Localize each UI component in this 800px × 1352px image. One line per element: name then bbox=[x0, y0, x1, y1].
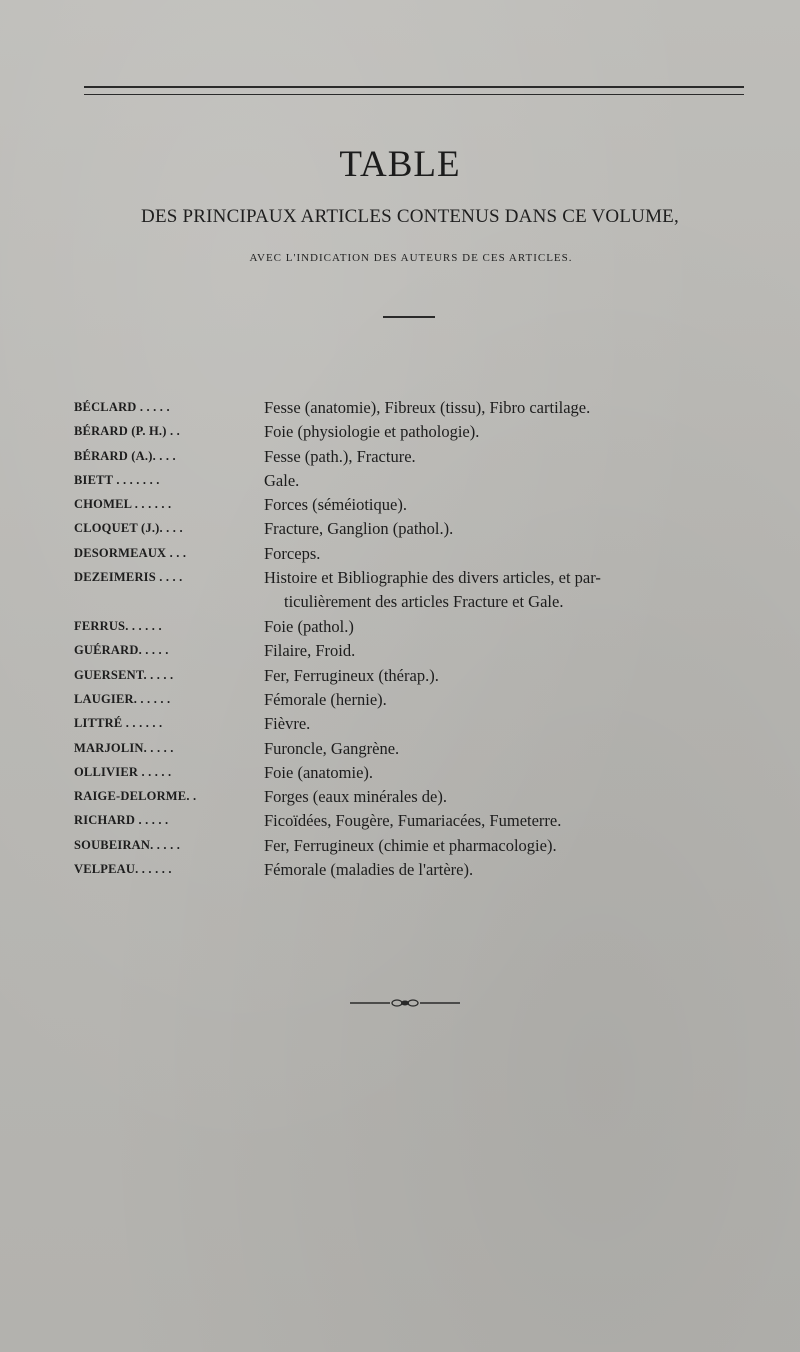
article-list-text: Foie (physiologie et pathologie). bbox=[264, 422, 480, 442]
author-name: GUERSENT. . . . . bbox=[74, 667, 174, 682]
article-list-text-continued: ticulièrement des articles Fracture et Gale. bbox=[284, 592, 564, 612]
author-name: LAUGIER. . . . . . bbox=[74, 691, 171, 706]
list-item bbox=[74, 447, 764, 471]
article-list-text: Fémorale (hernie). bbox=[264, 689, 387, 709]
list-item bbox=[74, 495, 764, 519]
author-name: BÉRARD (P. H.) . . bbox=[74, 424, 180, 439]
author-name: CLOQUET (J.). . . . bbox=[74, 521, 183, 536]
author-name: SOUBEIRAN. . . . . bbox=[74, 837, 181, 852]
list-item bbox=[74, 617, 764, 641]
list-item bbox=[74, 739, 764, 763]
author-name: LITTRÉ . . . . . . bbox=[74, 716, 163, 731]
author-name: BÉCLARD . . . . . bbox=[74, 400, 170, 414]
list-item bbox=[74, 544, 764, 568]
article-list-text: Fièvre. bbox=[264, 714, 311, 734]
list-item bbox=[74, 641, 764, 665]
page-subtitle: DES PRINCIPAUX ARTICLES CONTENUS DANS CE VOLUME, bbox=[141, 206, 679, 227]
article-list-text: Filaire, Froid. bbox=[264, 641, 356, 661]
list-item bbox=[74, 422, 764, 446]
page-title: TABLE bbox=[339, 144, 461, 185]
article-list-text: Fesse (path.), Fracture. bbox=[264, 446, 416, 466]
author-name: VELPEAU. . . . . . bbox=[74, 862, 172, 877]
article-list-text: Forceps. bbox=[264, 543, 321, 563]
author-name: DEZEIMERIS . . . . bbox=[74, 570, 183, 585]
list-item bbox=[74, 519, 764, 543]
list-item bbox=[74, 568, 764, 617]
page-subsubtitle: AVEC L'INDICATION DES AUTEURS DE CES ARTICLES. bbox=[249, 252, 573, 264]
article-list-text: Gale. bbox=[264, 470, 300, 490]
article-list-text: Histoire et Bibliographie des divers articles, et par- bbox=[264, 568, 601, 588]
article-list-text: Fesse (anatomie), Fibreux (tissu), Fibro cartilage. bbox=[264, 398, 591, 417]
article-list-text: Foie (pathol.) bbox=[264, 617, 354, 637]
list-item bbox=[74, 714, 764, 738]
list-item bbox=[74, 690, 764, 714]
list-item bbox=[74, 836, 764, 860]
author-name: RAIGE-DELORME. . bbox=[74, 789, 197, 804]
article-list-text: Fer, Ferrugineux (thérap.). bbox=[264, 665, 439, 685]
list-item bbox=[74, 811, 764, 835]
author-article-list bbox=[74, 398, 764, 884]
author-name: MARJOLIN. . . . . bbox=[74, 740, 174, 755]
short-divider-rule bbox=[383, 316, 435, 318]
list-item bbox=[74, 763, 764, 787]
list-item bbox=[74, 471, 764, 495]
article-list-text: Fémorale (maladies de l'artère). bbox=[264, 860, 474, 880]
article-list-text: Fracture, Ganglion (pathol.). bbox=[264, 519, 454, 539]
article-list-text: Ficoïdées, Fougère, Fumariacées, Fumeterre. bbox=[264, 811, 562, 831]
list-item bbox=[74, 860, 764, 884]
author-name: GUÉRARD. . . . . bbox=[74, 643, 169, 658]
top-double-rule bbox=[84, 86, 744, 95]
article-list-text: Foie (anatomie). bbox=[264, 762, 374, 782]
article-list-text: Fer, Ferrugineux (chimie et pharmacologie). bbox=[264, 835, 557, 855]
author-name: BÉRARD (A.). . . . bbox=[74, 448, 176, 463]
author-name: FERRUS. . . . . . bbox=[74, 619, 162, 634]
list-item bbox=[74, 787, 764, 811]
author-name: RICHARD . . . . . bbox=[74, 813, 169, 828]
author-name: CHOMEL . . . . . . bbox=[74, 497, 172, 512]
article-list-text: Forces (séméiotique). bbox=[264, 495, 407, 515]
list-item bbox=[74, 666, 764, 690]
article-list-text: Furoncle, Gangrène. bbox=[264, 738, 400, 758]
list-item bbox=[74, 398, 764, 422]
article-list-text: Forges (eaux minérales de). bbox=[264, 787, 447, 807]
author-name: OLLIVIER . . . . . bbox=[74, 764, 172, 779]
author-name: DESORMEAUX . . . bbox=[74, 545, 187, 560]
ornament-divider bbox=[350, 996, 460, 1010]
author-name: BIETT . . . . . . . bbox=[74, 472, 160, 487]
